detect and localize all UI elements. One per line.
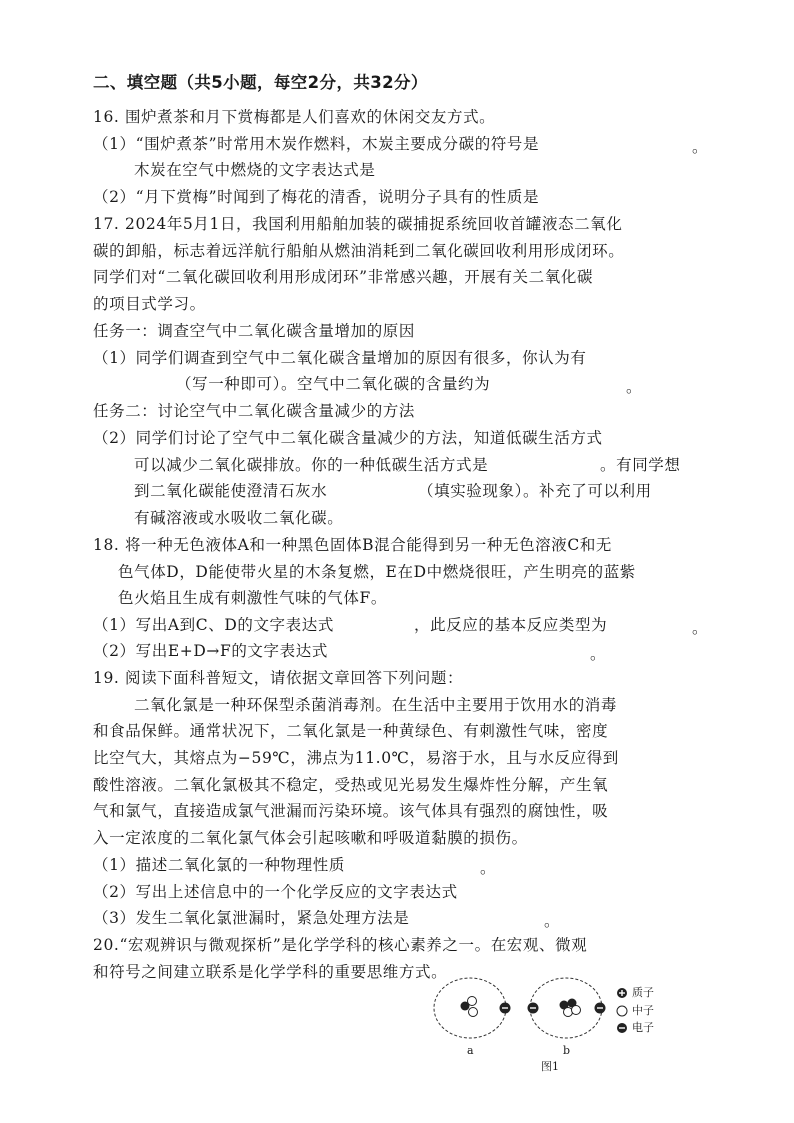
electron-icon	[500, 1003, 511, 1014]
text-line-q18b: 色气体D，D能使带火星的木条复燃，E在D中燃烧很旺，产生明亮的蓝紫	[118, 563, 636, 581]
text-line-t2-2b2: 。有同学想	[600, 456, 681, 474]
figure-caption: 图1	[541, 1060, 559, 1073]
legend-proton-label: 质子	[632, 986, 654, 999]
electron-icon	[617, 1023, 627, 1033]
text-line-t2-2b: 可以减少二氧化碳排放。你的一种低碳生活方式是	[134, 456, 489, 474]
text-line-q19: 19. 阅读下面科普短文，请依据文章回答下列问题：	[93, 669, 464, 687]
text-line-q18a: 18. 将一种无色液体A和一种黑色固体B混合能得到另一种无色溶液C和无	[93, 536, 613, 554]
blank-end-mark: 。	[544, 912, 560, 930]
section-heading: 二、填空题（共5小题，每空2分，共32分）	[93, 73, 428, 92]
blank-end-mark: 。	[480, 859, 496, 877]
text-line-t2-2c2: （填实验现象）。补充了可以利用	[418, 482, 652, 500]
text-line-t1-1a: （1）同学们调查到空气中二氧化碳含量增加的原因有很多，你认为有	[93, 349, 587, 367]
text-line-task1: 任务一：调查空气中二氧化碳含量增加的原因	[93, 322, 416, 340]
atom-a-label: a	[467, 1044, 474, 1057]
text-line-t2-2c: 到二氧化碳能使澄清石灰水	[134, 482, 328, 500]
text-line-t2-2a: （2）同学们讨论了空气中二氧化碳含量减少的方法，知道低碳生活方式	[93, 429, 603, 447]
text-line-q19p2: 和食品保鲜。通常状况下，二氧化氯是一种黄绿色、有刺激性气味，密度	[93, 722, 609, 740]
text-line-q20b: 和符号之间建立联系是化学学科的重要思维方式。	[93, 963, 448, 981]
proton-icon	[617, 988, 627, 998]
text-line-q19p6: 入一定浓度的二氧化氯气体会引起咳嗽和呼吸道黏膜的损伤。	[93, 829, 528, 847]
atom-b-diagram	[528, 978, 606, 1038]
text-line-q18c: 色火焰且生成有刺激性气味的气体F。	[118, 589, 387, 607]
atom-b-label: b	[563, 1044, 571, 1057]
text-line-q19p5: 气和氯气，直接造成氯气泄漏而污染环境。该气体具有强烈的腐蚀性，吸	[93, 802, 609, 820]
text-line-q19-2: （2）写出上述信息中的一个化学反应的文字表达式	[93, 883, 458, 901]
electron-icon	[528, 1003, 539, 1014]
text-line-q17a: 17. 2024年5月1日，我国利用船舶加装的碳捕捉系统回收首罐液态二氧化	[93, 215, 623, 233]
text-line-q16-1a: （1）“围炉煮茶”时常用木炭作燃料，木炭主要成分碳的符号是	[93, 135, 540, 153]
text-line-q20a: 20.“宏观辨识与微观探析”是化学学科的核心素养之一。在宏观、微观	[93, 936, 588, 954]
figure-legend	[617, 988, 627, 1033]
neutron-icon	[617, 1006, 627, 1016]
text-line-q17c: 同学们对“二氧化碳回收利用形成闭环”非常感兴趣，开展有关二氧化碳	[93, 268, 594, 286]
text-line-q18-2: （2）写出E+D→F的文字表达式	[93, 642, 328, 660]
text-line-q18-1b: ，此反应的基本反应类型为	[414, 616, 608, 634]
text-line-t1-1b: （写一种即可）。空气中二氧化碳的含量约为	[176, 375, 491, 393]
text-line-q16-2: （2）“月下赏梅”时闻到了梅花的清香，说明分子具有的性质是	[93, 188, 540, 206]
text-line-q19-3: （3）发生二氧化氯泄漏时，紧急处理方法是	[93, 909, 410, 927]
text-line-task2: 任务二：讨论空气中二氧化碳含量减少的方法	[93, 402, 416, 420]
text-line-q19-1: （1）描述二氧化氯的一种物理性质	[93, 856, 345, 874]
blank-end-mark: 。	[590, 645, 606, 663]
blank-end-mark: 。	[692, 138, 708, 156]
blank-end-mark: 。	[626, 378, 642, 396]
legend-electron-label: 电子	[632, 1021, 654, 1034]
text-line-q16: 16. 围炉煮茶和月下赏梅都是人们喜欢的休闲交友方式。	[93, 108, 496, 126]
text-line-q17b: 碳的卸船，标志着远洋航行船舶从燃油消耗到二氧化碳回收利用形成闭环。	[93, 242, 625, 260]
text-line-q19p3: 比空气大，其熔点为−59℃，沸点为11.0℃，易溶于水，且与水反应得到	[93, 749, 619, 767]
atom-a-diagram	[434, 978, 511, 1038]
text-line-q19p1: 二氧化氯是一种环保型杀菌消毒剂。在生活中主要用于饮用水的消毒	[134, 696, 618, 714]
electron-icon	[595, 1003, 606, 1014]
text-line-q19p4: 酸性溶液。二氧化氯极其不稳定，受热或见光易发生爆炸性分解，产生氧	[93, 776, 609, 794]
text-line-q18-1: （1）写出A到C、D的文字表达式	[93, 616, 334, 634]
text-line-q16-1b: 木炭在空气中燃烧的文字表达式是	[134, 161, 376, 179]
blank-end-mark: 。	[692, 619, 708, 637]
text-line-t2-2d: 有碱溶液或水吸收二氧化碳。	[134, 509, 344, 527]
legend-neutron-label: 中子	[632, 1004, 654, 1017]
text-line-q17d: 的项目式学习。	[93, 295, 206, 313]
